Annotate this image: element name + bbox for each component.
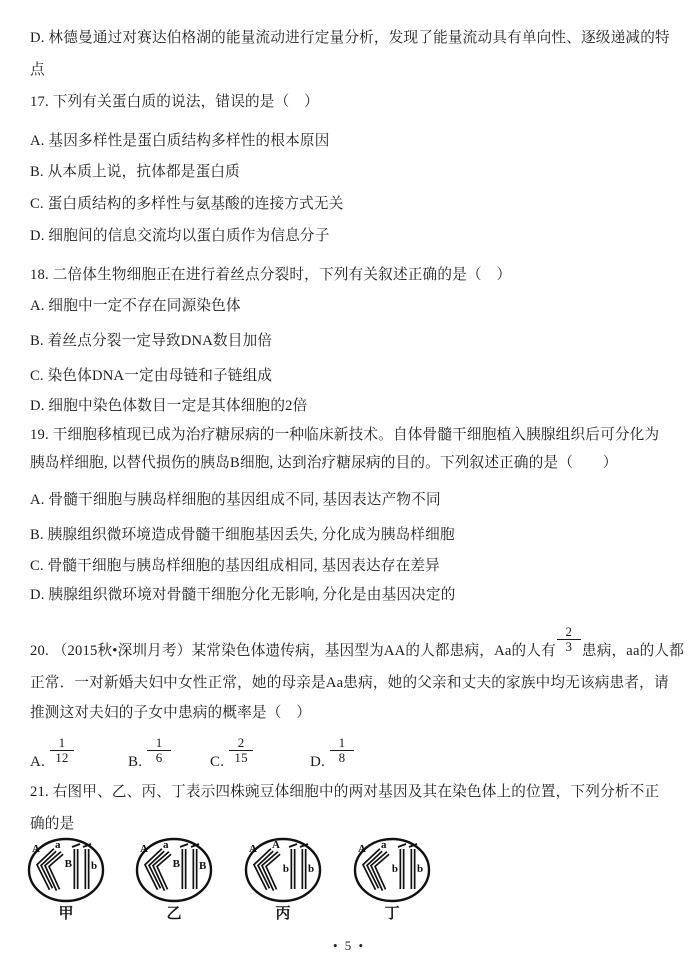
q20-text-before-fraction: 20. （2015秋•深圳月考）某常染色体遗传病，基因型为AA的人都患病，Aa的人有 (30, 643, 556, 659)
q20-stem-line3: 推测这对夫妇的子女中患病的概率是（ ） (30, 705, 312, 721)
gene-label: b (282, 863, 289, 875)
gene-label: B (64, 858, 72, 870)
gene-label: A (140, 843, 148, 855)
fraction-numerator: 1 (147, 736, 171, 751)
chromosome-pair-straight (398, 844, 417, 889)
fraction-denominator: 8 (338, 750, 346, 765)
cell-diagram-jia (24, 836, 108, 923)
q20-option-a (30, 735, 75, 773)
gene-label: A (358, 843, 366, 855)
fraction-two-thirds (557, 624, 581, 655)
q20-options-row (30, 735, 680, 778)
q20-stem-line2: 正常．一对新婚夫妇中女性正常，她的母亲是Aa患病，她的父亲和丈夫的家族中均无该病患者，请 (30, 675, 669, 691)
gene-label: B (172, 858, 180, 870)
gene-label: A (272, 839, 280, 851)
page-number: • 5 • (332, 938, 366, 953)
gene-label: b (391, 863, 398, 875)
q20-option-b (128, 735, 172, 773)
fraction-one-sixth (147, 735, 171, 766)
q17-option-d: D. 细胞间的信息交流均以蛋白质作为信息分子 (30, 228, 330, 244)
q21-cell-diagrams (0, 836, 698, 936)
cell-name: 乙 (166, 906, 182, 922)
chromosome-pair-bent (256, 850, 279, 890)
fraction-denominator: 15 (234, 750, 248, 765)
gene-label: b (417, 863, 424, 875)
chromosome-pair-straight (180, 844, 199, 889)
cell-drawing (132, 836, 216, 904)
q18-stem: 18. 二倍体生物细胞正在进行着丝点分裂时，下列有关叙述正确的是（ ） (30, 267, 512, 283)
fraction-numerator: 1 (50, 736, 74, 751)
q17-option-b: B. 从本质上说，抗体都是蛋白质 (30, 164, 240, 180)
fraction-two-fifteenths (229, 735, 253, 766)
q19-option-a: A. 骨髓干细胞与胰岛样细胞的基因组成不同, 基因表达产物不同 (30, 492, 441, 508)
q18-option-c: C. 染色体DNA一定由母链和子链组成 (30, 368, 273, 384)
q20-option-c (210, 735, 254, 773)
q20-option-d (310, 735, 355, 773)
q18-option-b: B. 着丝点分裂一定导致DNA数目加倍 (30, 333, 273, 349)
q16-option-d-line1: D. 林德曼通过对赛达伯格湖的能量流动进行定量分析，发现了能量流动具有单向性、逐级递减的特 (30, 30, 670, 46)
cell-drawing (24, 836, 108, 904)
q19-option-b: B. 胰腺组织微环境造成骨髓干细胞基因丢失, 分化成为胰岛样细胞 (30, 527, 455, 543)
q20-stem-line1 (30, 624, 685, 662)
gene-label: b (91, 860, 98, 872)
chromosome-pair-straight (72, 844, 91, 889)
gene-label: a (55, 839, 61, 851)
q17-stem: 17. 下列有关蛋白质的说法，错误的是（ ） (30, 94, 319, 110)
q21-stem-line2: 确的是 (30, 816, 75, 832)
gene-label: a (381, 839, 387, 851)
fraction-denominator: 3 (565, 639, 573, 654)
fraction-numerator: 1 (330, 736, 354, 751)
gene-label: A (32, 843, 40, 855)
cell-drawing (241, 836, 325, 904)
cell-name: 丁 (384, 906, 400, 922)
option-label: D. (310, 754, 325, 770)
chromosome-pair-straight (289, 844, 308, 889)
cell-diagram-ding (350, 836, 434, 923)
option-label: C. (210, 754, 225, 770)
fraction-one-twelfth (50, 735, 74, 766)
fraction-denominator: 12 (55, 750, 69, 765)
q20-text-after-fraction: 患病，aa的人都 (581, 643, 685, 659)
q16-option-d-line2: 点 (30, 62, 45, 78)
option-label: A. (30, 754, 45, 770)
gene-label: b (308, 863, 315, 875)
gene-label: B (199, 860, 207, 872)
q19-option-d: D. 胰腺组织微环境对骨髓干细胞分化无影响, 分化是由基因决定的 (30, 587, 456, 603)
cell-name: 丙 (275, 906, 291, 922)
cell-diagram-bing (241, 836, 325, 923)
gene-label: A (249, 843, 257, 855)
fraction-denominator: 6 (155, 750, 163, 765)
q21-stem-line1: 21. 右图甲、乙、丙、丁表示四株豌豆体细胞中的两对基因及其在染色体上的位置，下列分析不正 (30, 784, 660, 800)
q19-stem-line1: 19. 干细胞移植现已成为治疗糖尿病的一种临床新技术。自体骨髓干细胞植入胰腺组织后可分化为 (30, 427, 660, 443)
q17-option-a: A. 基因多样性是蛋白质结构多样性的根本原因 (30, 133, 330, 149)
cell-diagram-yi (132, 836, 216, 923)
fraction-one-eighth (330, 735, 354, 766)
option-label: B. (128, 754, 143, 770)
fraction-numerator: 2 (229, 736, 253, 751)
q18-option-a: A. 细胞中一定不存在同源染色体 (30, 298, 241, 314)
q19-option-c: C. 骨髓干细胞与胰岛样细胞的基因组成相同, 基因表达存在差异 (30, 558, 440, 574)
gene-label: a (163, 839, 169, 851)
chromosome-pair-bent (147, 850, 170, 890)
cell-drawing (350, 836, 434, 904)
q17-option-c: C. 蛋白质结构的多样性与氨基酸的连接方式无关 (30, 196, 344, 212)
cell-name: 甲 (58, 906, 74, 922)
fraction-numerator: 2 (557, 625, 581, 640)
chromosome-pair-bent (365, 850, 388, 890)
q19-stem-line2: 胰岛样细胞, 以替代损伤的胰岛B细胞, 达到治疗糖尿病的目的。下列叙述正确的是（ ） (30, 455, 618, 471)
chromosome-pair-bent (39, 850, 62, 890)
q18-option-d: D. 细胞中染色体数目一定是其体细胞的2倍 (30, 398, 308, 414)
